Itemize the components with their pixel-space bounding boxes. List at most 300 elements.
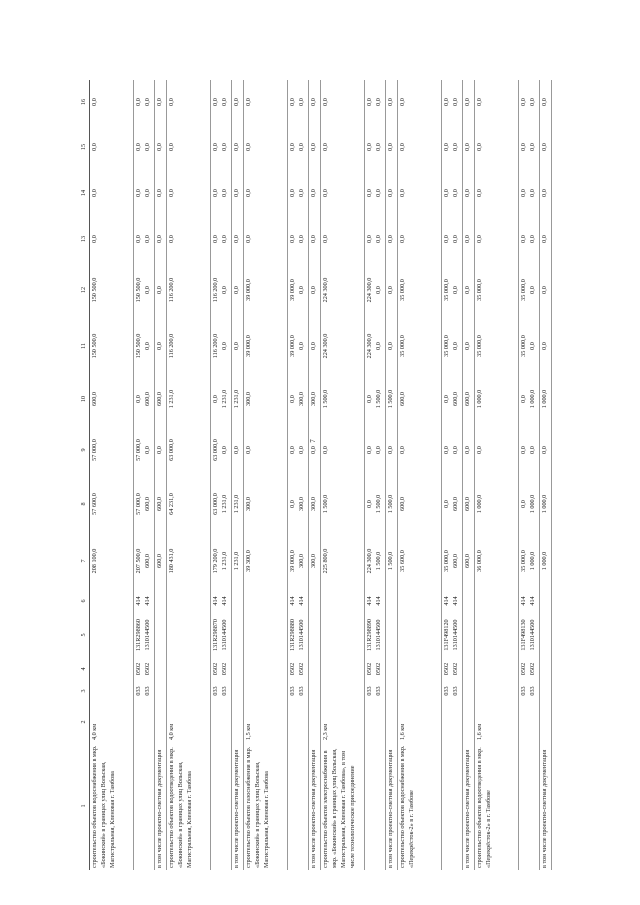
cell-value: 0,0 bbox=[463, 446, 471, 454]
cell-value: 0,0 bbox=[220, 98, 228, 106]
cell-value: 0,0 bbox=[321, 235, 329, 243]
table-cell bbox=[166, 612, 210, 658]
cell-value: 033 bbox=[442, 686, 450, 696]
table-cell bbox=[441, 680, 462, 702]
table-cell bbox=[462, 532, 474, 590]
table-cell bbox=[441, 658, 462, 680]
object-name-cell: в том числе проектно-сметная документация bbox=[231, 742, 243, 870]
table-cell bbox=[287, 170, 308, 216]
table-cell bbox=[166, 476, 210, 532]
table-cell bbox=[166, 590, 210, 612]
table-cell bbox=[385, 612, 397, 658]
header-cell: 12 bbox=[80, 262, 90, 318]
cell-value: 0,0 bbox=[398, 446, 406, 454]
table-cell bbox=[539, 590, 551, 612]
table-cell bbox=[397, 532, 441, 590]
header-cell: 8 bbox=[80, 476, 90, 532]
cell-value: 57 000,0 bbox=[135, 439, 142, 461]
table-cell bbox=[231, 532, 243, 590]
cell-value: 033 bbox=[297, 686, 305, 696]
cell-value: 0,0 bbox=[309, 189, 317, 197]
cell-value: 033 bbox=[288, 686, 296, 696]
table-cell bbox=[441, 532, 462, 590]
table-cell bbox=[474, 216, 518, 262]
table-cell bbox=[210, 216, 231, 262]
cell-value: 150 500,0 bbox=[135, 277, 142, 303]
cell-value: 0,0 bbox=[244, 235, 252, 243]
cell-value: 1 500,0 bbox=[374, 389, 382, 409]
object-name-cell: в том числе проектно-сметная документация bbox=[539, 742, 551, 870]
table-cell bbox=[462, 170, 474, 216]
table-cell bbox=[320, 476, 364, 532]
table-cell bbox=[364, 680, 385, 702]
table-cell bbox=[518, 262, 539, 318]
table-cell bbox=[243, 374, 287, 424]
table-cell bbox=[364, 590, 385, 612]
table-row bbox=[154, 80, 166, 870]
cell-value: 414 bbox=[143, 596, 151, 606]
cell-value: 0,0 bbox=[288, 189, 296, 197]
table-cell bbox=[154, 476, 166, 532]
table-cell bbox=[154, 612, 166, 658]
cell-value: 0,0 bbox=[220, 143, 228, 151]
cell-value: 0,0 bbox=[442, 500, 450, 508]
cell-value: 414 bbox=[220, 596, 228, 606]
cell-value: 1 000,0 bbox=[540, 494, 548, 514]
table-cell bbox=[441, 262, 462, 318]
cell-value: 150 500,0 bbox=[91, 277, 98, 303]
cell-value: 116 200,0 bbox=[211, 277, 219, 303]
cell-value: 116 200,0 bbox=[211, 333, 219, 359]
cell-value: 0,0 bbox=[519, 98, 527, 106]
cell-value: 0,0 bbox=[451, 98, 459, 106]
cell-value: 600,0 bbox=[91, 392, 98, 406]
table-cell bbox=[134, 170, 155, 216]
cell-value: 0,0 bbox=[167, 235, 175, 243]
table-cell bbox=[462, 424, 474, 476]
table-cell bbox=[462, 590, 474, 612]
cell-value: 0,0 bbox=[374, 235, 382, 243]
table-cell bbox=[243, 170, 287, 216]
cell-value: 0,0 bbox=[244, 98, 252, 106]
cell-value: 600,0 bbox=[463, 497, 471, 511]
cell-value: 033 bbox=[365, 686, 373, 696]
table-cell bbox=[364, 532, 385, 590]
cell-value: 131R298880 bbox=[288, 619, 296, 651]
cell-value: 63 000,0 bbox=[167, 439, 175, 461]
cell-value: 414 bbox=[135, 596, 142, 606]
object-name-cell bbox=[287, 742, 308, 870]
cell-value: 0,0 bbox=[211, 143, 219, 151]
cell-value: 0,0 bbox=[321, 189, 329, 197]
table-row bbox=[243, 80, 287, 870]
table-cell bbox=[231, 124, 243, 170]
cell-value: 0,0 bbox=[135, 235, 142, 243]
cell-value: 1 000,0 bbox=[475, 389, 483, 409]
table-cell bbox=[320, 532, 364, 590]
cell-value: 600,0 bbox=[451, 554, 459, 568]
table-cell bbox=[243, 590, 287, 612]
table-cell bbox=[308, 262, 320, 318]
table-cell bbox=[518, 658, 539, 680]
cell-value: 0,0 bbox=[540, 446, 548, 454]
table-cell bbox=[166, 318, 210, 374]
table-row bbox=[518, 80, 539, 870]
cell-value: 0,0 bbox=[365, 98, 373, 106]
cell-value: 0,0 bbox=[211, 189, 219, 197]
table-cell bbox=[154, 590, 166, 612]
cell-value: 0,0 bbox=[232, 286, 240, 294]
cell-value: 1 231,0 bbox=[232, 494, 240, 514]
page-number: 7 bbox=[308, 439, 317, 443]
table-cell bbox=[364, 262, 385, 318]
table-cell bbox=[154, 374, 166, 424]
table-cell bbox=[518, 374, 539, 424]
table-cell bbox=[210, 658, 231, 680]
cell-value: 0,0 bbox=[288, 446, 296, 454]
table-cell bbox=[210, 170, 231, 216]
cell-value: 0,0 bbox=[540, 189, 548, 197]
cell-value: 0,0 bbox=[309, 446, 317, 454]
header-cell: 15 bbox=[80, 124, 90, 170]
table-cell bbox=[231, 424, 243, 476]
cell-value: 0,0 bbox=[155, 143, 163, 151]
cell-value: 0,0 bbox=[321, 446, 329, 454]
cell-value: 0,0 bbox=[540, 342, 548, 350]
capacity-cell: 4,0 км bbox=[90, 702, 134, 742]
cell-value: 1 231,0 bbox=[232, 389, 240, 409]
table-row bbox=[134, 80, 155, 870]
table-cell bbox=[90, 170, 134, 216]
table-row bbox=[308, 80, 320, 870]
table-cell bbox=[166, 170, 210, 216]
cell-value: 0,0 bbox=[288, 500, 296, 508]
table-cell bbox=[518, 170, 539, 216]
table-cell bbox=[539, 532, 551, 590]
cell-value: 0,0 bbox=[211, 98, 219, 106]
cell-value: 0,0 bbox=[398, 143, 406, 151]
cell-value: 224 300,0 bbox=[365, 333, 373, 359]
table-cell bbox=[518, 424, 539, 476]
table-cell bbox=[474, 658, 518, 680]
table-cell bbox=[462, 124, 474, 170]
table-cell bbox=[320, 80, 364, 124]
cell-value: 1 000,0 bbox=[528, 494, 536, 514]
cell-value: 300,0 bbox=[297, 554, 305, 568]
cell-value: 0,0 bbox=[232, 189, 240, 197]
cell-value: 0,0 bbox=[463, 143, 471, 151]
table-cell bbox=[397, 612, 441, 658]
cell-value: 225 800,0 bbox=[321, 548, 329, 574]
table-cell bbox=[462, 658, 474, 680]
table-cell bbox=[539, 424, 551, 476]
cell-value: 0,0 bbox=[451, 286, 459, 294]
cell-value: 224 300,0 bbox=[365, 277, 373, 303]
cell-value: 414 bbox=[211, 596, 219, 606]
capacity-cell bbox=[287, 702, 308, 742]
cell-value: 0,0 bbox=[451, 342, 459, 350]
table-cell bbox=[320, 124, 364, 170]
table-cell bbox=[166, 80, 210, 124]
table-cell bbox=[134, 262, 155, 318]
cell-value: 0,0 bbox=[540, 98, 548, 106]
table-cell bbox=[134, 318, 155, 374]
table-cell bbox=[474, 374, 518, 424]
object-name-cell: в том числе проектно-сметная документация bbox=[462, 742, 474, 870]
cell-value: 600,0 bbox=[143, 554, 151, 568]
table-cell bbox=[90, 476, 134, 532]
cell-value: 0,0 bbox=[442, 143, 450, 151]
cell-value: 0,0 bbox=[519, 143, 527, 151]
table-cell bbox=[397, 318, 441, 374]
capacity-cell: 1,6 км bbox=[474, 702, 518, 742]
cell-value: 0,0 bbox=[386, 342, 394, 350]
table-cell bbox=[90, 612, 134, 658]
cell-value: 0,0 bbox=[309, 235, 317, 243]
cell-value: 0,0 bbox=[155, 189, 163, 197]
capacity-cell bbox=[308, 702, 320, 742]
cell-value: 131R298860 bbox=[135, 619, 142, 651]
cell-value: 300,0 bbox=[297, 392, 305, 406]
table-cell bbox=[320, 424, 364, 476]
table-cell bbox=[243, 680, 287, 702]
table-cell bbox=[287, 680, 308, 702]
header-cell: 5 bbox=[80, 612, 90, 658]
table-cell bbox=[90, 262, 134, 318]
table-cell bbox=[364, 80, 385, 124]
table-cell bbox=[539, 612, 551, 658]
table-cell bbox=[308, 590, 320, 612]
cell-value: 39 300,0 bbox=[244, 550, 252, 572]
table-cell bbox=[308, 80, 320, 124]
table-cell bbox=[231, 170, 243, 216]
cell-value: 300,0 bbox=[309, 554, 317, 568]
table-cell bbox=[474, 170, 518, 216]
cell-value: 0,0 bbox=[442, 446, 450, 454]
table-cell bbox=[474, 532, 518, 590]
table-cell bbox=[518, 80, 539, 124]
table-cell bbox=[397, 476, 441, 532]
object-name-cell: в том числе проектно-сметная документация bbox=[154, 742, 166, 870]
cell-value: 0502 bbox=[451, 662, 459, 676]
table-cell bbox=[518, 318, 539, 374]
table-cell bbox=[462, 612, 474, 658]
table-cell bbox=[243, 476, 287, 532]
cell-value: 600,0 bbox=[451, 497, 459, 511]
table-cell bbox=[210, 476, 231, 532]
cell-value: 0,0 bbox=[442, 395, 450, 403]
cell-value: 0,0 bbox=[451, 143, 459, 151]
table-cell bbox=[539, 124, 551, 170]
cell-value: 1 000,0 bbox=[475, 494, 483, 514]
cell-value: 39 000,0 bbox=[244, 335, 252, 357]
table-cell bbox=[474, 262, 518, 318]
cell-value: 0,0 bbox=[155, 235, 163, 243]
table-cell bbox=[210, 80, 231, 124]
cell-value: 300,0 bbox=[309, 497, 317, 511]
cell-value: 0,0 bbox=[540, 235, 548, 243]
table-cell bbox=[518, 590, 539, 612]
cell-value: 1 500,0 bbox=[321, 389, 329, 409]
header-cell: 9 bbox=[80, 424, 90, 476]
cell-value: 300,0 bbox=[244, 392, 252, 406]
table-cell bbox=[90, 318, 134, 374]
table-cell bbox=[231, 262, 243, 318]
header-row bbox=[80, 80, 90, 870]
cell-value: 35 000,0 bbox=[475, 279, 483, 301]
table-cell bbox=[320, 612, 364, 658]
table-cell bbox=[308, 170, 320, 216]
cell-value: 0,0 bbox=[398, 235, 406, 243]
cell-value: 033 bbox=[220, 686, 228, 696]
object-name-cell: строительство объектов электроснабжения в мкр. «Бокинский» в границах улиц Вольская, Магистральная, Кленовая г. Тамбова», в том числе технологическое присоединение bbox=[320, 742, 364, 870]
cell-value: 0,0 bbox=[374, 143, 382, 151]
table-cell bbox=[166, 680, 210, 702]
table-row bbox=[462, 80, 474, 870]
cell-value: 0,0 bbox=[220, 446, 228, 454]
table-cell bbox=[134, 424, 155, 476]
table-cell bbox=[364, 658, 385, 680]
cell-value: 0,0 bbox=[91, 189, 98, 197]
table-cell bbox=[518, 124, 539, 170]
cell-value: 35 000,0 bbox=[442, 550, 450, 572]
cell-value: 0502 bbox=[374, 662, 382, 676]
table-cell bbox=[308, 658, 320, 680]
table-cell bbox=[134, 658, 155, 680]
table-row bbox=[474, 80, 518, 870]
cell-value: 0,0 bbox=[374, 189, 382, 197]
table-cell bbox=[90, 680, 134, 702]
cell-value: 0,0 bbox=[528, 342, 536, 350]
table-row bbox=[90, 80, 134, 870]
cell-value: 0,0 bbox=[519, 189, 527, 197]
table-cell bbox=[231, 216, 243, 262]
cell-value: 63 000,0 bbox=[211, 493, 219, 515]
cell-value: 0502 bbox=[288, 662, 296, 676]
table-cell bbox=[397, 658, 441, 680]
budget-table bbox=[80, 80, 552, 870]
table-cell bbox=[441, 590, 462, 612]
table-cell bbox=[518, 612, 539, 658]
cell-value: 0,0 bbox=[451, 189, 459, 197]
table-cell bbox=[397, 216, 441, 262]
table-cell bbox=[385, 170, 397, 216]
table-cell bbox=[462, 262, 474, 318]
cell-value: 0,0 bbox=[475, 143, 483, 151]
rotated-table-container bbox=[80, 80, 640, 870]
cell-value: 63 000,0 bbox=[211, 439, 219, 461]
cell-value: 1310144500 bbox=[374, 619, 382, 651]
table-cell bbox=[385, 216, 397, 262]
cell-value: 0,0 bbox=[528, 189, 536, 197]
cell-value: 414 bbox=[297, 596, 305, 606]
object-name-cell: строительство объектов водоотведения в мкр. «Бокинский» в границах улиц Вольская, Магистральная, Кленовая г. Тамбова bbox=[166, 742, 210, 870]
table-cell bbox=[166, 216, 210, 262]
cell-value: 0,0 bbox=[442, 98, 450, 106]
object-name-cell bbox=[364, 742, 385, 870]
table-cell bbox=[154, 80, 166, 124]
cell-value: 0,0 bbox=[135, 143, 142, 151]
cell-value: 39 000,0 bbox=[288, 550, 296, 572]
cell-value: 0,0 bbox=[143, 342, 151, 350]
cell-value: 033 bbox=[528, 686, 536, 696]
cell-value: 0,0 bbox=[365, 189, 373, 197]
cell-value: 131R298890 bbox=[365, 619, 373, 651]
cell-value: 0,0 bbox=[463, 98, 471, 106]
table-cell bbox=[134, 374, 155, 424]
cell-value: 0,0 bbox=[442, 189, 450, 197]
table-cell bbox=[462, 80, 474, 124]
cell-value: 0,0 bbox=[519, 446, 527, 454]
cell-value: 179 200,0 bbox=[211, 548, 219, 574]
table-cell bbox=[320, 216, 364, 262]
cell-value: 414 bbox=[442, 596, 450, 606]
cell-value: 1 500,0 bbox=[321, 494, 329, 514]
cell-value: 57 000,0 bbox=[135, 493, 142, 515]
table-cell bbox=[154, 216, 166, 262]
cell-value: 35 000,0 bbox=[442, 335, 450, 357]
table-cell bbox=[154, 318, 166, 374]
table-cell bbox=[308, 124, 320, 170]
table-cell bbox=[210, 262, 231, 318]
cell-value: 0,0 bbox=[398, 189, 406, 197]
table-cell bbox=[243, 658, 287, 680]
table-cell bbox=[539, 680, 551, 702]
cell-value: 033 bbox=[374, 686, 382, 696]
object-name-cell bbox=[210, 742, 231, 870]
cell-value: 600,0 bbox=[143, 392, 151, 406]
table-cell bbox=[134, 476, 155, 532]
cell-value: 0,0 bbox=[386, 286, 394, 294]
table-cell bbox=[287, 80, 308, 124]
cell-value: 300,0 bbox=[297, 497, 305, 511]
cell-value: 116 200,0 bbox=[167, 277, 175, 303]
table-cell bbox=[539, 476, 551, 532]
cell-value: 36 000,0 bbox=[475, 550, 483, 572]
table-cell bbox=[90, 424, 134, 476]
table-cell bbox=[385, 124, 397, 170]
cell-value: 0,0 bbox=[297, 235, 305, 243]
table-cell bbox=[441, 374, 462, 424]
cell-value: 0,0 bbox=[386, 98, 394, 106]
table-cell bbox=[166, 658, 210, 680]
table-cell bbox=[154, 680, 166, 702]
cell-value: 1 500,0 bbox=[386, 494, 394, 514]
table-cell bbox=[231, 80, 243, 124]
cell-value: 0,0 bbox=[220, 286, 228, 294]
table-cell bbox=[154, 658, 166, 680]
table-cell bbox=[287, 424, 308, 476]
cell-value: 0502 bbox=[519, 662, 527, 676]
cell-value: 0,0 bbox=[232, 98, 240, 106]
table-cell bbox=[287, 590, 308, 612]
cell-value: 131R298870 bbox=[211, 619, 219, 651]
cell-value: 0,0 bbox=[451, 235, 459, 243]
cell-value: 0,0 bbox=[309, 286, 317, 294]
cell-value: 1310144500 bbox=[220, 619, 228, 651]
cell-value: 0,0 bbox=[288, 235, 296, 243]
table-cell bbox=[320, 680, 364, 702]
capacity-cell bbox=[134, 702, 155, 742]
table-cell bbox=[385, 374, 397, 424]
cell-value: 033 bbox=[143, 686, 151, 696]
table-cell bbox=[518, 476, 539, 532]
cell-value: 35 600,0 bbox=[398, 550, 406, 572]
table-cell bbox=[210, 680, 231, 702]
cell-value: 414 bbox=[528, 596, 536, 606]
cell-value: 0,0 bbox=[232, 342, 240, 350]
cell-value: 0502 bbox=[143, 662, 151, 676]
